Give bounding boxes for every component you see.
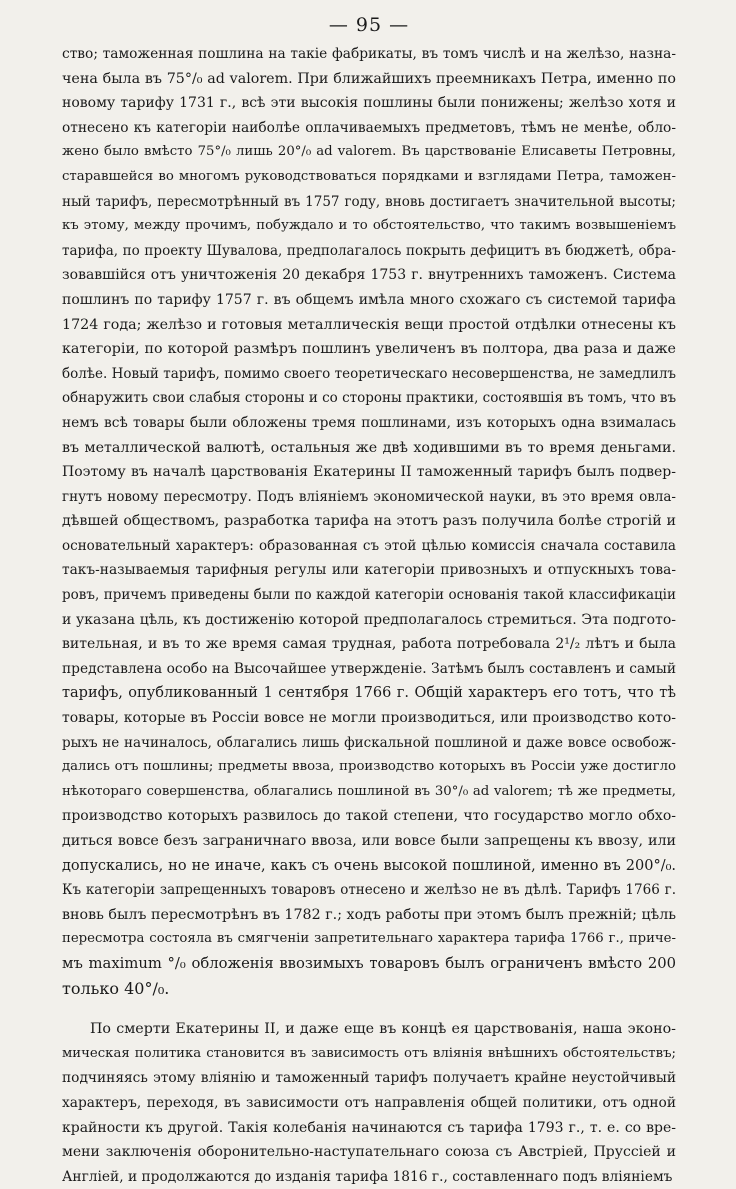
text-line: представлена особо на Высочайшее утвержденiе. Затѣмъ былъ составленъ и самый [62, 660, 676, 677]
text-line: обнаружить свои слабыя стороны и со стороны практики, состоявшiя въ томъ, что въ [62, 390, 676, 407]
text-line: производство которыхъ развилось до такой степени, что государство могло обхо- [62, 808, 676, 825]
text-line: тарифа, по проекту Шувалова, предполагалось покрыть дефицитъ въ бюджетѣ, обра- [62, 242, 676, 259]
text-line: нѣкотораго совершенства, облагались пошлиной въ 30°/₀ ad valorem; тѣ же предметы, [62, 783, 676, 799]
text-line: такъ-называемыя тарифныя регулы или категорiи привозныхъ и отпускныхъ това- [62, 562, 676, 579]
body-text [62, 42, 676, 1189]
text-line: ровъ, причемъ приведены были по каждой категорiи основанiя такой классификацiи [62, 587, 676, 604]
paragraph [62, 1017, 676, 1189]
text-line: жено было вмѣсто 75°/₀ лишь 20°/₀ ad valorem. Въ царствованiе Елисаветы Петровны, [62, 144, 676, 160]
text-line: характеръ, переходя, въ зависимости отъ направленiя общей политики, отъ одной [62, 1094, 676, 1111]
paragraph [62, 42, 676, 1001]
text-line: основательный характеръ: образованная съ этой цѣлью комиссiя сначала составила [62, 537, 676, 554]
text-line: вительная, и въ то же время самая трудная, работа потребовала 2¹/₂ лѣтъ и была [62, 636, 676, 653]
text-line: дѣвшей обществомъ, разработка тарифа на этотъ разъ получила болѣе строгiй и [62, 513, 676, 530]
text-line: пересмотра состояла въ смягченiи запретительнаго характера тарифа 1766 г., приче- [62, 931, 676, 947]
text-line: крайности къ другой. Такiя колебанiя начинаются съ тарифа 1793 г., т. е. со вре- [62, 1119, 676, 1136]
text-line: дались отъ пошлины; предметы ввоза, производство которыхъ въ Россiи уже достигло [62, 759, 676, 775]
text-line: мъ maximum °/₀ обложенiя ввозимыхъ товаровъ былъ ограниченъ вмѣсто 200 [62, 954, 676, 972]
text-line: допускались, но не иначе, какъ съ очень высокой пошлиной, именно въ 200°/₀. [62, 857, 676, 874]
text-line: въ металлической валютѣ, остальныя же двѣ ходившими въ то время деньгами. [62, 439, 676, 456]
text-line: тарифъ, опубликованный 1 сентября 1766 г. Общiй характеръ его тотъ, что тѣ [62, 685, 676, 702]
text-line: рыхъ не начиналось, облагались лишь фискальной пошлиной и даже вовсе освобож- [62, 734, 676, 751]
text-line: Англiей, и продолжаются до изданiя тарифа 1816 г., составленнаго подъ влiянiемъ [62, 1168, 673, 1185]
text-line: и указана цѣль, къ достиженiю которой предполагалось стремиться. Эта подгото- [62, 611, 676, 628]
text-line: болѣе. Новый тарифъ, помимо своего теоретическаго несовершенства, не замедлилъ [62, 365, 676, 382]
page-number: — 95 — [328, 14, 410, 36]
text-line: отнесено къ категорiи наиболѣе оплачиваемыхъ предметовъ, тѣмъ не менѣе, обло- [62, 119, 676, 136]
text-line: зовавшiйся отъ уничтоженiя 20 декабря 1753 г. внутреннихъ таможенъ. Система [62, 267, 676, 284]
text-line: гнутъ новому пересмотру. Подъ влiянiемъ экономической науки, въ это время овла- [62, 488, 676, 505]
text-line: 1724 года; желѣзо и готовыя металлическiя вещи простой отдѣлки отнесены къ [62, 316, 676, 333]
text-line: мени заключенiя оборонительно-наступательнаго союза съ Австрiей, Пруссiей и [62, 1144, 676, 1161]
text-line: старавшейся во многомъ руководствоваться порядками и взглядами Петра, таможен- [62, 168, 676, 184]
text-line: диться вовсе безъ заграничнаго ввоза, или вовсе были запрещены къ ввозу, или [62, 833, 676, 849]
text-line: немъ всѣ товары были обложены тремя пошлинами, изъ которыхъ одна взималась [62, 414, 676, 431]
text-line: категорiи, по которой размѣръ пошлинъ увеличенъ въ полтора, два раза и даже [62, 341, 676, 358]
text-line: подчиняясь этому влiянiю и таможенный тарифъ получаетъ крайне неустойчивый [62, 1070, 676, 1087]
text-line: мическая политика становится въ зависимость отъ влiянiя внѣшнихъ обстоятельствъ; [62, 1045, 676, 1061]
paragraph-gap [62, 1001, 676, 1017]
text-line: Поэтому въ началѣ царствованiя Екатерины II таможенный тарифъ былъ подвер- [62, 464, 676, 481]
text-line: ство; таможенная пошлина на такiе фабрикаты, въ томъ числѣ и на желѣзо, назна- [62, 46, 676, 62]
text-line: товары, которые въ Россiи вовсе не могли производиться, или производство кото- [62, 710, 676, 727]
text-line: Къ категорiи запрещенныхъ товаровъ отнесено и желѣзо не въ дѣлѣ. Тарифъ 1766 г. [62, 882, 676, 899]
text-line: только 40°/₀. [62, 978, 170, 998]
text-line: новому тарифу 1731 г., всѣ эти высокiя пошлины были понижены; желѣзо хотя и [62, 95, 676, 112]
text-line: ный тарифъ, пересмотрѣнный въ 1757 году, вновь достигаетъ значительной высоты; [62, 193, 676, 210]
text-line: къ этому, между прочимъ, побуждало и то обстоятельство, что такимъ возвышенiемъ [62, 218, 676, 234]
text-line: чена была въ 75°/₀ ad valorem. При ближайшихъ преемникахъ Петра, именно по [62, 70, 676, 87]
text-line: пошлинъ по тарифу 1757 г. въ общемъ имѣла много схожаго съ системой тарифа [62, 291, 676, 308]
text-line: По смерти Екатерины II, и даже еще въ концѣ ея царствованiя, наша эконо- [90, 1021, 676, 1038]
text-line: вновь былъ пересмотрѣнъ въ 1782 г.; ходъ работы при этомъ былъ прежнiй; цѣль [62, 906, 676, 923]
